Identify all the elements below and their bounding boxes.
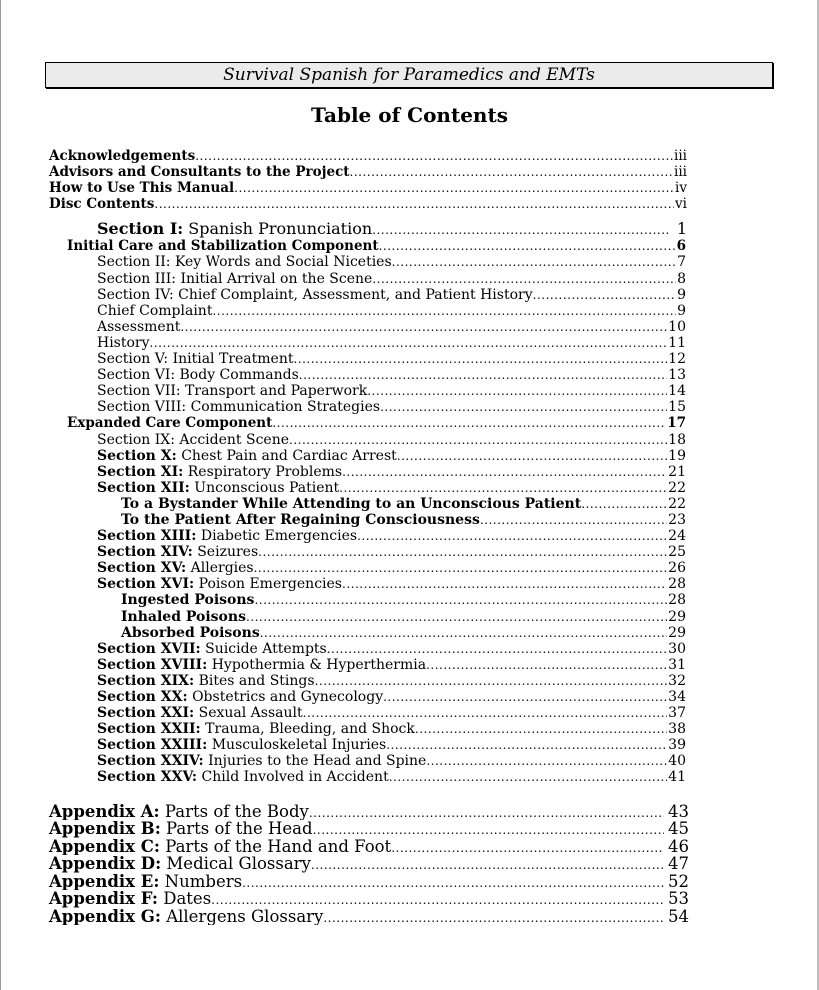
toc-entry-label [121,625,260,641]
toc-entry-expanded-care[interactable] [0,721,819,737]
dot-leader [311,857,664,873]
toc-entry-label [97,560,254,576]
toc-entry-expanded-care[interactable] [0,625,819,641]
toc-entry-initial-care[interactable] [0,303,819,319]
toc-entry-label [97,673,315,689]
toc-entry-title: Child Involved in Accident [197,769,389,786]
toc-entry-label: Section VII: Transport and Paperwork [97,383,368,400]
toc-entry-label: Advisors and Consultants to the Project [49,164,350,181]
toc-entry-title: Numbers [159,872,243,891]
toc-entry-appendix[interactable] [0,873,819,891]
toc-entry-page: 46 [668,837,689,856]
appendix-list [0,803,819,926]
dot-leader [299,367,667,383]
expanded-care-list [0,432,819,786]
toc-entry-label: History [97,334,150,351]
toc-entry-label [121,592,254,608]
toc-entry-bold-text: Section XVI: [97,576,195,593]
toc-entry-label: Section II: Key Words and Social Niceties [97,254,392,271]
dot-leader [391,840,664,856]
toc-entry-bold-text: Section XII: [97,479,190,496]
toc-entry-bold-text: Section XIX: [97,672,195,689]
toc-entry-label [97,544,258,560]
toc-entry-expanded-care[interactable] [0,576,819,592]
toc-entry-page: 28 [668,576,686,593]
dot-leader [367,383,667,399]
toc-entry-title: Chest Pain and Cardiac Arrest [176,447,397,464]
toc-entry-label: Assessment [97,318,181,335]
toc-entry-bold-text: Appendix C: [49,837,160,856]
dot-leader [258,544,667,560]
toc-entry-page: 26 [668,560,686,577]
toc-entry-page: 17 [667,415,686,432]
toc-entry-label: Section VI: Body Commands [97,367,299,384]
toc-entry-expanded-care[interactable] [0,464,819,480]
toc-entry-bold-text: Section XIV: [97,544,193,561]
dot-leader [211,892,664,908]
toc-entry-expanded-care[interactable] [0,753,819,769]
toc-entry-page: 9 [677,302,686,319]
toc-entry-label [97,657,426,673]
toc-entry-page: 40 [668,753,686,770]
toc-entry-expanded-care[interactable] [0,641,819,657]
toc-entry-initial-care[interactable] [0,319,819,335]
dot-leader [357,528,667,544]
toc-entry-bold-text: Inhaled Poisons [121,608,246,625]
toc-entry-initial-care[interactable] [0,287,819,303]
toc-entry-bold-text: Section XXIII: [97,737,208,754]
toc-entry-label: Section VIII: Communication Strategies [97,399,381,416]
toc-entry-expanded-care[interactable] [0,609,819,625]
toc-entry-title: Parts of the Body [159,802,309,821]
toc-title: Table of Contents [311,103,508,127]
dot-leader [415,721,667,737]
toc-entry-page: 39 [668,737,686,754]
toc-entry-label [121,496,581,512]
toc-entry-title: Sexual Assault [194,705,303,722]
toc-entry-page: 15 [668,399,686,416]
toc-entry-page: vi [675,196,687,213]
dot-leader [154,196,674,212]
dot-leader [254,592,667,608]
dot-leader [342,576,667,592]
toc-entry-bold-text: Section XXII: [97,721,201,738]
toc-entry-page: 11 [668,334,686,351]
toc-entry-label [97,480,339,496]
toc-entry-bold-text: Appendix G: [49,907,161,926]
dot-leader [315,673,668,689]
toc-entry-expanded-care[interactable] [0,737,819,753]
toc-entry-label: How to Use This Manual [49,180,235,197]
toc-entry-page: 37 [668,705,686,722]
toc-entry-page: 52 [668,872,689,891]
toc-entry-label [49,890,211,908]
toc-entry-initial-care[interactable] [0,254,819,270]
dot-leader [426,753,667,769]
dot-leader [383,689,667,705]
toc-entry-bold-text: Section XX: [97,689,188,705]
toc-entry-title: Bites and Stings [194,672,315,689]
dot-leader [350,164,674,180]
toc-entry-label: Initial Care and Stabilization Component [67,238,379,255]
toc-entry-label [97,705,303,721]
toc-entry-page: 30 [668,640,686,657]
dot-leader [386,737,667,753]
toc-entry-label [97,753,426,769]
dot-leader [581,496,667,512]
toc-entry-label: Section V: Initial Treatment [97,351,294,368]
toc-entry-label [49,803,309,821]
toc-entry-page: 45 [668,820,689,838]
toc-entry-label: Acknowledgements [49,148,196,164]
toc-entry-page: 8 [677,270,686,287]
toc-entry-title: Injuries to the Head and Spine [203,753,427,770]
toc-entry-title: Spanish Pronunciation [183,220,373,239]
dot-leader [234,180,674,196]
toc-entry-label [49,873,242,891]
toc-entry-title: Dates [157,890,212,908]
toc-entry-title: Allergens Glossary [160,907,324,926]
toc-entry-bold-text: Section XXV: [97,769,198,786]
toc-entry-initial-care[interactable] [0,351,819,367]
toc-entry-expanded-care[interactable] [0,673,819,689]
toc-entry-page: 12 [668,351,686,368]
dot-leader [339,480,667,496]
toc-entry-expanded-care[interactable] [0,432,819,448]
toc-entry-title: Section IX: Accident Scene [97,431,290,448]
toc-entry-title: Trauma, Bleeding, and Shock [200,721,415,738]
toc-entry-label: Expanded Care Component [67,415,273,432]
toc-entry-expanded-care[interactable] [0,657,819,673]
toc-entry-bold-text: Appendix F: [49,890,158,908]
initial-care-list [0,254,819,415]
toc-entry-page: 38 [668,721,686,738]
toc-entry-expanded-care[interactable] [0,689,819,705]
toc-entry-expanded-care[interactable] [0,528,819,544]
toc-entry-page: 25 [668,544,686,561]
dot-leader [480,512,667,528]
dot-leader [426,657,667,673]
toc-entry-page: iii [674,148,687,164]
dot-leader [372,271,676,287]
dot-leader [195,148,673,164]
toc-entry-label [97,737,386,753]
dot-leader [372,221,671,238]
toc-entry-page: 32 [668,672,686,689]
toc-entry-expanded-care[interactable] [0,560,819,576]
dot-leader [309,805,664,821]
dot-leader [313,822,664,838]
toc-entry-expanded-care[interactable] [0,705,819,721]
dot-leader [533,287,676,303]
toc-entry-page: 54 [668,907,689,926]
dot-leader [212,303,676,319]
toc-entry-initial-care[interactable] [0,271,819,287]
toc-entry-page: 29 [668,624,686,641]
toc-entry-label [49,820,313,838]
toc-entry-bold-text: Section XVII: [97,640,201,657]
toc-entry-bold-text: To the Patient After Regaining Consciousness [121,511,480,528]
dot-leader [323,910,664,926]
toc-entry-page: iv [675,180,687,197]
toc-entry-title: Medical Glossary [161,855,311,873]
toc-entry-appendix[interactable] [0,855,819,873]
toc-entry-expanded-care[interactable] [0,512,819,528]
dot-leader [289,432,667,448]
dot-leader [342,464,667,480]
toc-entry-page: iii [674,164,687,181]
toc-entry-page: 13 [668,367,686,384]
toc-entry-initial-care[interactable] [0,335,819,351]
toc-entry-title: Unconscious Patient [189,479,340,496]
toc-entry-label [97,220,372,238]
dot-leader [397,448,667,464]
dot-leader [389,769,667,785]
toc-entry-appendix[interactable] [0,820,819,838]
toc-entry-title: Poison Emergencies [194,576,342,593]
dot-leader [379,238,676,254]
toc-entry-bold-text: Section X: [97,447,177,464]
toc-entry-label: Section IV: Chief Complaint, Assessment, and Patient History [97,286,533,303]
dot-leader [254,560,668,576]
toc-entry-label [97,432,289,448]
toc-entry-bold-text: Section XIII: [97,528,197,545]
toc-entry-page: 14 [668,383,686,400]
toc-entry-title: Musculoskeletal Injuries [207,737,387,754]
toc-entry-page: 23 [668,511,686,528]
toc-heading-initial-care[interactable] [0,238,819,254]
toc-entry-expanded-care[interactable] [0,544,819,560]
dot-leader [272,415,666,431]
toc-entry-page: 53 [668,890,689,908]
toc-entry-label [97,721,415,737]
toc-entry-page: 10 [668,318,686,335]
toc-entry-expanded-care[interactable] [0,448,819,464]
toc-entry-bold-text: Appendix E: [49,872,160,891]
toc-entry-bold-text: Section XXI: [97,705,195,722]
toc-entry-bold-text: Absorbed Poisons [121,624,260,641]
dot-leader [242,875,664,891]
toc-entry-label [121,609,246,625]
dot-leader [380,399,667,415]
toc-entry-page: 19 [668,447,686,464]
toc-entry-label [97,769,389,785]
toc-entry-bold-text: Appendix B: [49,820,161,838]
toc-entry-section-1[interactable] [0,220,819,238]
toc-entry-label: Disc Contents [49,196,155,213]
toc-entry-title: Respiratory Problems [183,463,343,480]
toc-entry-label [121,512,480,528]
toc-entry-page: 31 [668,656,686,673]
toc-entry-bold-text: Section XV: [97,560,187,577]
toc-entry-initial-care[interactable] [0,383,819,399]
toc-entry-label [49,855,311,873]
dot-leader [303,705,668,721]
toc-entry-front-matter[interactable] [0,180,819,196]
toc-entry-expanded-care[interactable] [0,496,819,512]
toc-entry-label [97,464,342,480]
dot-leader [260,625,667,641]
document-title: Survival Spanish for Paramedics and EMTs [223,65,595,85]
toc-entry-label: Chief Complaint [97,302,213,319]
toc-entry-bold-text: Ingested Poisons [121,592,255,609]
toc-entry-page: 43 [668,802,689,821]
toc-entry-bold-text: Section XVIII: [97,656,208,673]
toc-entry-initial-care[interactable] [0,399,819,415]
toc-entry-appendix[interactable] [0,838,819,856]
toc-entry-bold-text: Section XXIV: [97,753,204,770]
toc-entry-page: 6 [676,238,686,255]
toc-entry-title: Parts of the Hand and Foot [159,837,392,856]
toc-entry-title: Obstetrics and Gynecology [187,689,384,705]
toc-entry-page: 22 [668,479,686,496]
toc-entry-label [97,528,357,544]
toc-entry-front-matter[interactable] [0,148,819,164]
toc-entry-appendix[interactable] [0,908,819,926]
dot-leader [150,335,668,351]
toc-entry-label [49,908,323,926]
toc-entry-appendix[interactable] [0,890,819,908]
toc-entry-page: 9 [677,286,686,303]
dot-leader [327,641,667,657]
toc-entry-label: Section III: Initial Arrival on the Scene [97,270,373,287]
toc-entry-expanded-care[interactable] [0,592,819,608]
toc-entry-title: Allergies [186,560,254,577]
toc-entry-label [97,448,397,464]
toc-entry-bold-text: Appendix A: [49,802,160,821]
toc-entry-page: 7 [677,254,686,271]
toc-entry-page: 28 [668,592,686,609]
dot-leader [246,609,667,625]
toc-entry-page: 18 [668,431,686,448]
toc-entry-page: 1 [676,220,687,239]
toc-entry-title: Diabetic Emergencies [196,528,358,545]
toc-entry-expanded-care[interactable] [0,769,819,785]
toc-entry-expanded-care[interactable] [0,480,819,496]
toc-entry-page: 21 [668,463,686,480]
toc-entry-section-number: Section I: [97,220,184,239]
toc-entry-label [97,576,342,592]
dot-leader [293,351,667,367]
toc-entry-bold-text: Appendix D: [49,855,162,873]
dot-leader [180,319,667,335]
toc-entry-appendix[interactable] [0,803,819,821]
document-header [45,62,773,88]
toc-entry-title: Hypothermia & Hyperthermia [207,656,427,673]
toc-entry-title: Suicide Attempts [200,640,327,657]
toc-entry-bold-text: To a Bystander While Attending to an Unconscious Patient [121,495,582,512]
toc-entry-label [97,641,327,657]
toc-heading-expanded-care[interactable] [0,415,819,431]
toc-entry-page: 34 [668,689,686,705]
toc-entry-bold-text: Section XI: [97,463,184,480]
toc-entry-title: Seizures [192,544,259,561]
toc-entry-page: 22 [668,495,686,512]
front-matter-list [0,148,819,212]
toc-entry-title: Parts of the Head [160,820,313,838]
toc-entry-page: 24 [668,528,686,545]
toc-entry-label [49,838,391,856]
toc-entry-front-matter[interactable] [0,196,819,212]
toc-entry-front-matter[interactable] [0,164,819,180]
toc-entry-label [97,689,383,705]
toc-entry-page: 29 [668,608,686,625]
toc-entry-initial-care[interactable] [0,367,819,383]
table-of-contents [0,148,819,925]
toc-entry-page: 47 [668,855,689,873]
toc-entry-page: 41 [668,769,686,786]
dot-leader [392,254,676,270]
